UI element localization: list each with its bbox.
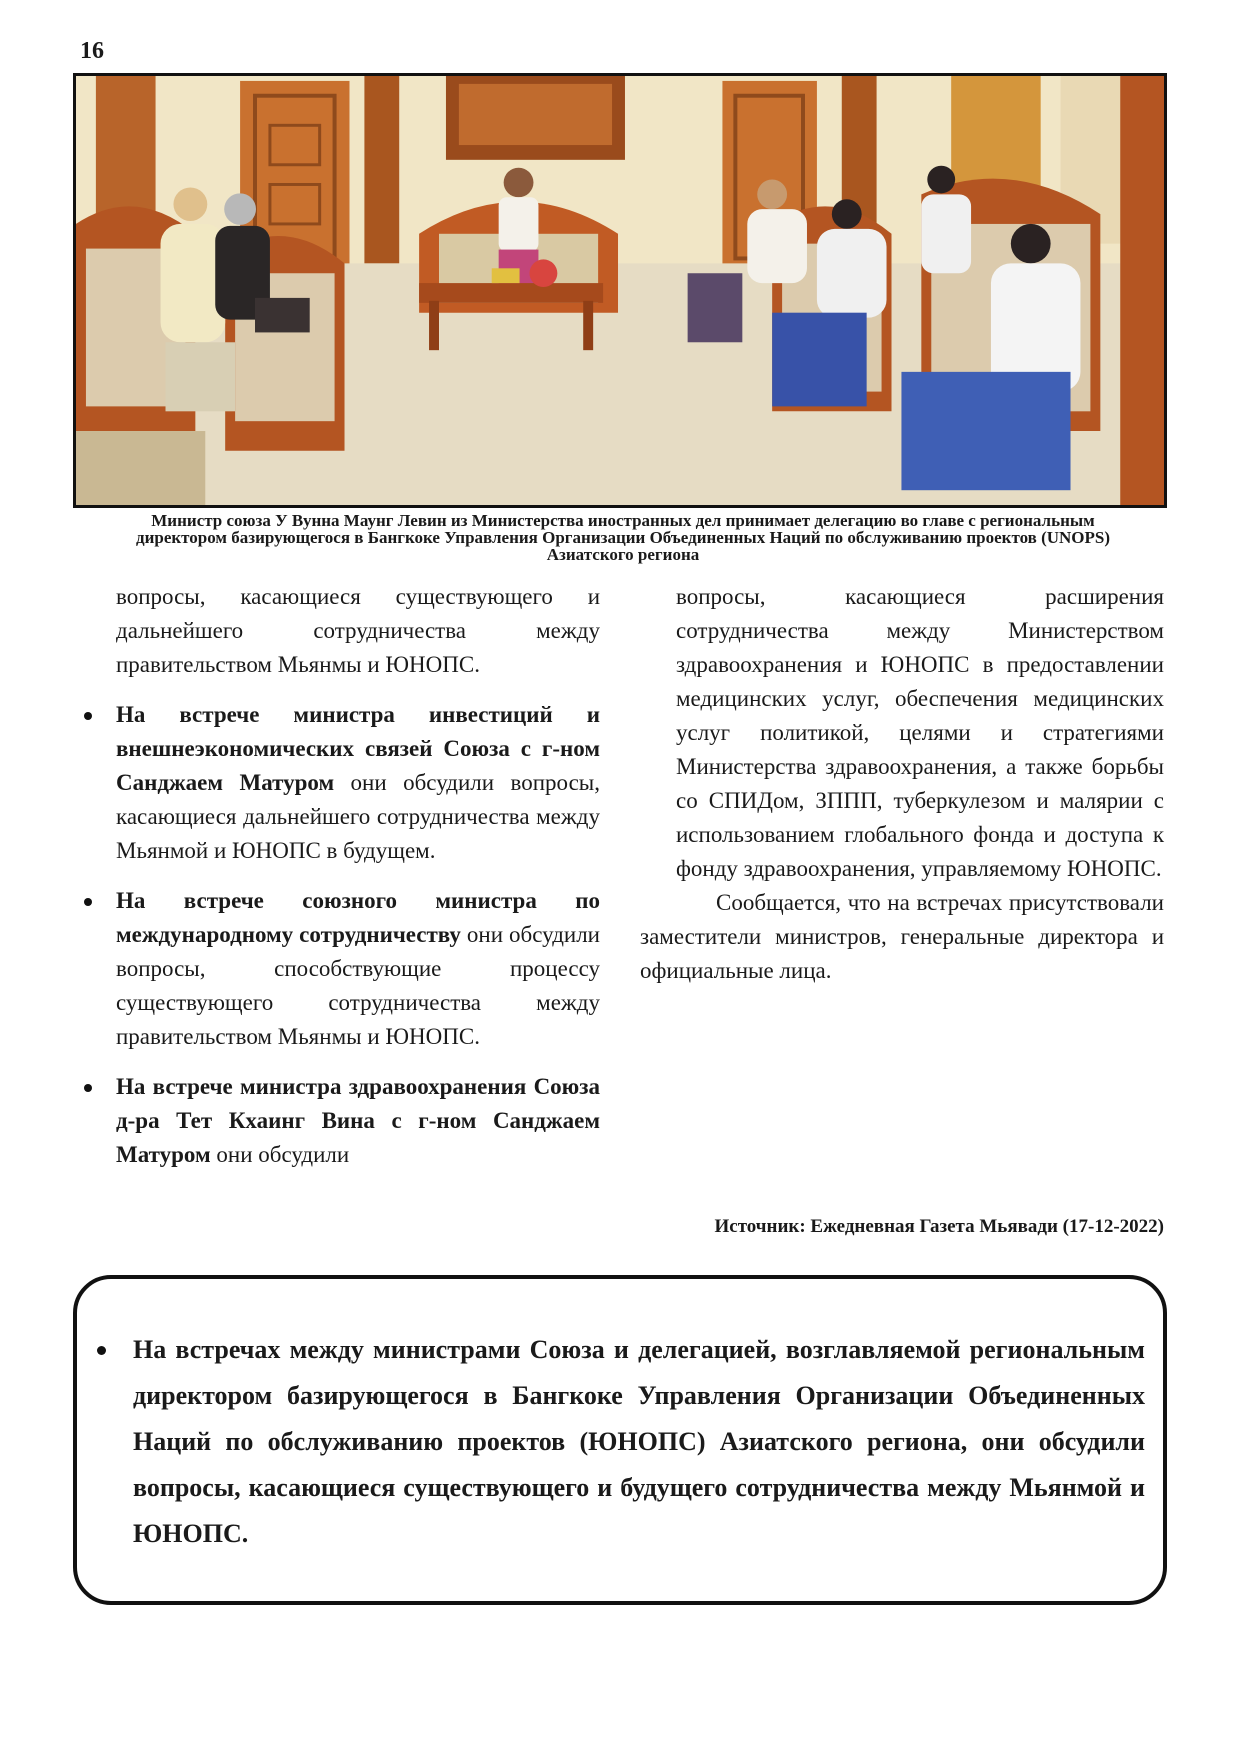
bullet-heading: На встрече союзного министра по международному сотрудничеству — [116, 888, 600, 947]
right-column — [640, 580, 1164, 988]
bullet-heading: На встрече министра инвестиций и внешнеэкономических связей Союза с г-ном Санджаем Матуром — [116, 702, 600, 795]
photo-caption: Министр союза У Вунна Маунг Левин из Министерства иностранных дел принимает делегацию во главе с региональным директором базирующегося в Бангкоке Управления Организации Объединенных Наций по обслуживанию проектов (UNOPS) Азиатского региона — [135, 511, 1111, 564]
summary-text: На встречах между министрами Союза и делегацией, возглавляемой региональным директором базирующегося в Бангкоке Управления Организации Объединенных Наций по обслуживанию проектов (ЮНОПС) Азиатского региона, они обсудили вопросы, касающиеся существующего и будущего сотрудничества между Мьянмой и ЮНОПС. — [133, 1335, 1145, 1548]
bullet-dot-icon — [84, 898, 92, 906]
source-citation: Источник: Ежедневная Газета Мьявади (17-12-2022) — [714, 1216, 1164, 1237]
bullet-dot-icon — [84, 712, 92, 720]
meeting-photo-illustration — [76, 76, 1164, 505]
left-intro-paragraph: вопросы, касающиеся существующего и дальнейшего сотрудничества между правительством Мьянмы и ЮНОПС. — [116, 584, 600, 677]
bullet-international-cooperation — [116, 884, 600, 1054]
left-column — [116, 580, 600, 1172]
bullet-text: они обсудили вопросы, касающиеся дальнейшего сотрудничества между Мьянмой и ЮНОПС в будущем. — [116, 770, 600, 863]
meeting-photo — [73, 73, 1167, 508]
right-continuation-paragraph: вопросы, касающиеся расширения сотрудничества между Министерством здравоохранения и ЮНОПС в предоставлении медицинских услуг, обеспечения медицинских услуг политикой, целями и стратегиями Министерства здравоохранения, а также борьбы со СПИДом, ЗППП, туберкулезом и малярии с использованием глобального фонда и доступа к фонду здравоохранения, управляемому ЮНОПС. — [676, 584, 1164, 881]
bullet-text: они обсудили вопросы, способствующие процессу существующего сотрудничества между правительством Мьянмы и ЮНОПС. — [116, 922, 600, 1049]
bullet-dot-icon — [84, 1084, 92, 1092]
bullet-investment-minister — [116, 698, 600, 868]
bullet-text: они обсудили — [210, 1142, 350, 1167]
summary-bullet-icon — [97, 1346, 106, 1355]
bullet-heading: На встрече министра здравоохранения Союза д-ра Тет Кхаинг Вина с г-ном Санджаем Матуром — [116, 1074, 600, 1167]
page-number: 16 — [80, 38, 104, 64]
bullet-health-minister — [116, 1070, 600, 1172]
meeting-bullet-list — [116, 698, 600, 1172]
right-closing-paragraph: Сообщается, что на встречах присутствовали заместители министров, генеральные директора и официальные лица. — [640, 890, 1164, 983]
